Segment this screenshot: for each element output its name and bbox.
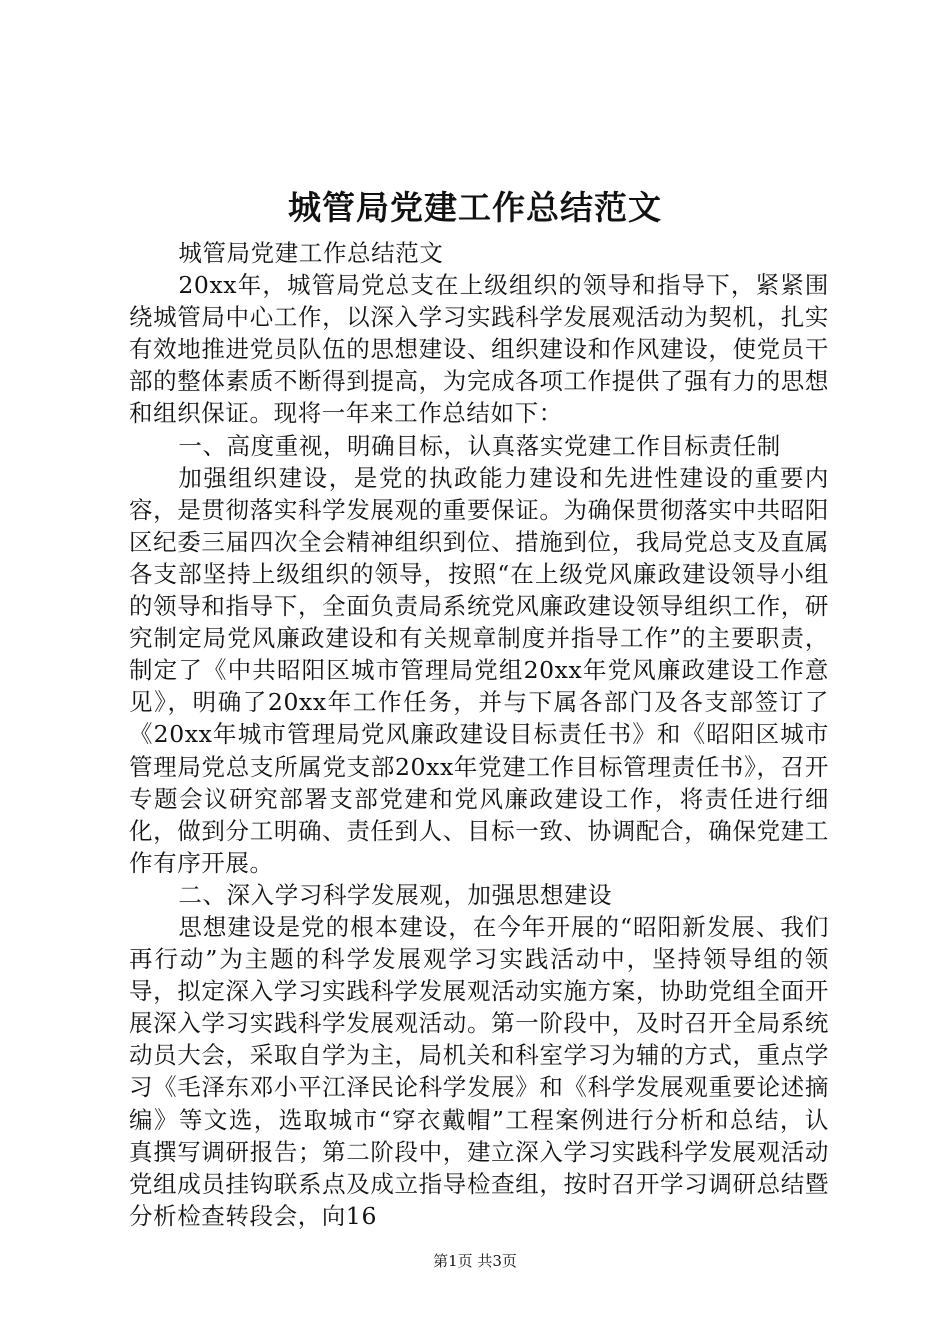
section-2-paragraph: 思想建设是党的根本建设，在今年开展的“昭阳新发展、我们再行动”为主题的科学发展观学习实践活动中，坚持领导组的领导，拟定深入学习实践科学发展观活动实施方案，协助党组全面开展深入学习实践科学发展观活动。第一阶段中，及时召开全局系统动员大会，采取自学为主，局机关和科室学习为辅的方式，重点学习《毛泽东邓小平江泽民论科学发展》和《科学发展观重要论述摘编》等文选，选取城市“穿衣戴帽”工程案例进行分析和总结，认真撰写调研报告；第二阶段中，建立深入学习实践科学发展观活动党组成员挂钩联系点及成立指导检查组，按时召开学习调研总结暨分析检查转段会，向16 bbox=[129, 912, 829, 1230]
section-heading-1: 一、高度重视，明确目标，认真落实党建工作目标责任制 bbox=[178, 431, 781, 460]
document-subtitle: 城管局党建工作总结范文 bbox=[178, 239, 444, 267]
document-title: 城管局党建工作总结范文 bbox=[288, 188, 662, 227]
intro-paragraph: 20xx年，城管局党总支在上级组织的领导和指导下，紧紧围绕城管局中心工作，以深入学习实践科学发展观活动为契机，扎实有效地推进党员队伍的思想建设、组织建设和作风建设，使党员干部的整体素质不断得到提高，为完成各项工作提供了强有力的思想和组织保证。现将一年来工作总结如下： bbox=[129, 271, 829, 428]
document-body bbox=[129, 237, 829, 1232]
page-number-footer: 第1页 共3页 bbox=[433, 1252, 517, 1270]
section-heading-2: 二、深入学习科学发展观，加强思想建设 bbox=[178, 880, 613, 909]
section-1-paragraph: 加强组织建设，是党的执政能力建设和先进性建设的重要内容，是贯彻落实科学发展观的重要保证。为确保贯彻落实中共昭阳区纪委三届四次全会精神组织到位、措施到位，我局党总支及直属各支部坚持上级组织的领导，按照“在上级党风廉政建设领导小组的领导和指导下，全面负责局系统党风廉政建设领导组织工作，研究制定局党风廉政建设和有关规章制度并指导工作”的主要职责，制定了《中共昭阳区城市管理局党组20xx年党风廉政建设工作意见》，明确了20xx年工作任务，并与下属各部门及各支部签订了《20xx年城市管理局党风廉政建设目标责任书》和《昭阳区城市管理局党总支所属党支部20xx年党建工作目标管理责任书》，召开专题会议研究部署支部党建和党风廉政建设工作，将责任进行细化，做到分工明确、责任到人、目标一致、协调配合，确保党建工作有序开展。 bbox=[129, 463, 829, 877]
